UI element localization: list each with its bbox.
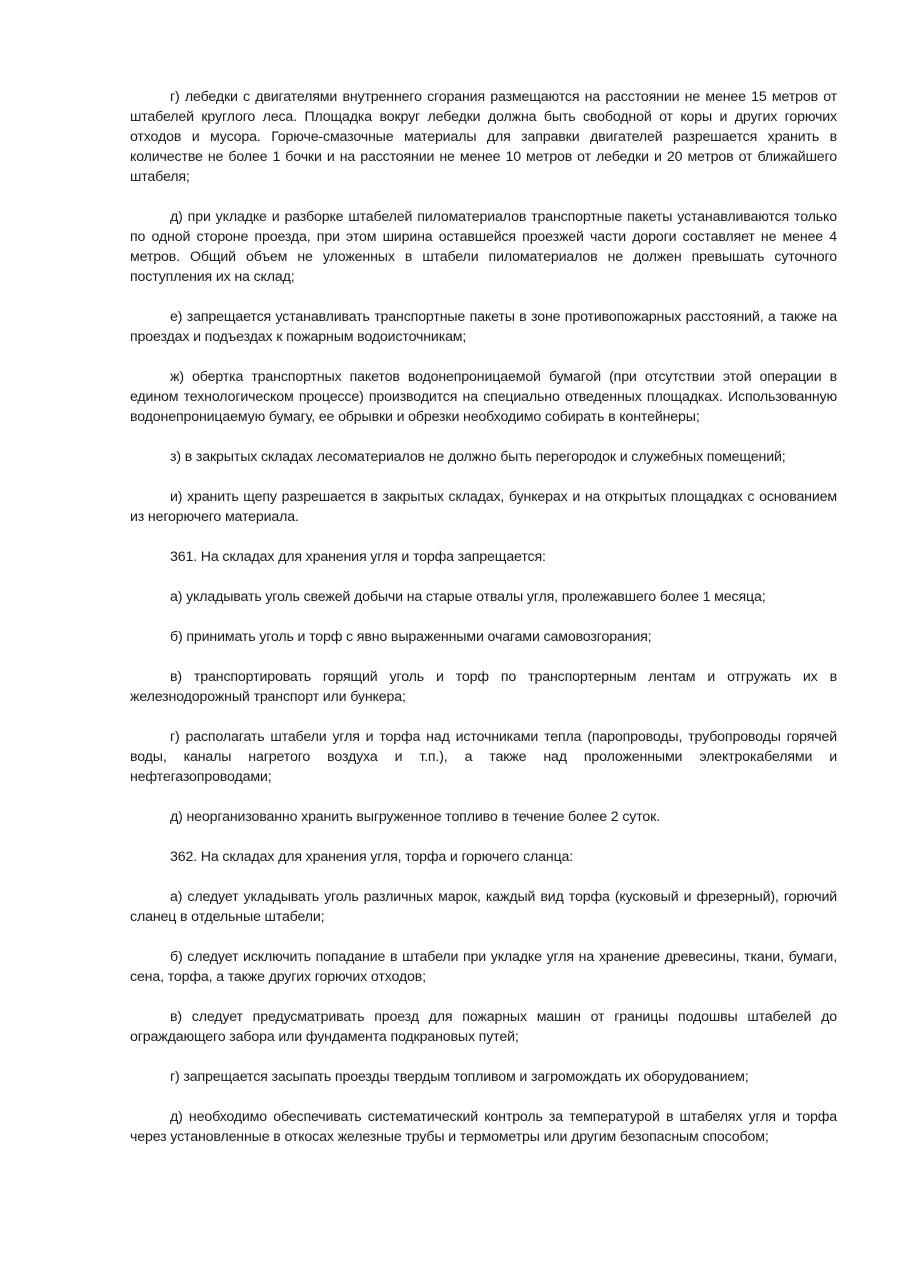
paragraph-361-g: г) располагать штабели угля и торфа над источниками тепла (паропроводы, трубопроводы горячей воды, каналы нагретого воздуха и т.п.), а также над проложенными электрокабелями и нефтегазопроводами; (130, 729, 837, 785)
paragraph-item-d-lumber-packages: д) при укладке и разборке штабелей пиломатериалов транспортные пакеты устанавливаются только по одной стороне проезда, при этом ширина оставшейся проезжей части дороги составляет не менее 4 метров. Общий объем не уложенных в штабели пиломатериалов не должен превышать суточного поступления их на склад; (130, 209, 837, 285)
document-page (130, 87, 837, 1167)
paragraph-362-v: в) следует предусматривать проезд для пожарных машин от границы подошвы штабелей до ограждающего забора или фундамента подкрановых путей; (130, 1009, 837, 1045)
section-heading-361: 361. На складах для хранения угля и торфа запрещается: (170, 549, 546, 565)
section-heading-362: 362. На складах для хранения угля, торфа и горючего сланца: (170, 849, 574, 865)
paragraph-362-d: д) необходимо обеспечивать систематический контроль за температурой в штабелях угля и торфа через установленные в откосах железные трубы и термометры или другим безопасным способом; (130, 1109, 837, 1145)
paragraph-361-d: д) неорганизованно хранить выгруженное топливо в течение более 2 суток. (170, 809, 660, 825)
paragraph-item-e-fire-distances: е) запрещается устанавливать транспортные пакеты в зоне противопожарных расстояний, а также на проездах и подъездах к пожарным водоисточникам; (130, 309, 837, 345)
paragraph-362-g: г) запрещается засыпать проезды твердым топливом и загромождать их оборудованием; (170, 1069, 749, 1085)
paragraph-item-g-winches: г) лебедки с двигателями внутреннего сгорания размещаются на расстоянии не менее 15 метров от штабелей круглого леса. Площадка вокруг лебедки должна быть свободной от коры и других горючих отходов и мусора. Горюче-смазочные материалы для заправки двигателей разрешается хранить в количестве не более 1 бочки и на расстоянии не менее 10 метров от лебедки и 20 метров от ближайшего штабеля; (130, 89, 837, 185)
paragraph-361-b: б) принимать уголь и торф с явно выраженными очагами самовозгорания; (170, 629, 652, 645)
paragraph-362-a: а) следует укладывать уголь различных марок, каждый вид торфа (кусковый и фрезерный), горючий сланец в отдельные штабели; (130, 889, 837, 925)
paragraph-item-z-closed-warehouses: з) в закрытых складах лесоматериалов не должно быть перегородок и служебных помещений; (170, 449, 786, 465)
paragraph-item-i-wood-chips: и) хранить щепу разрешается в закрытых складах, бункерах и на открытых площадках с основанием из негорючего материала. (130, 489, 837, 525)
paragraph-item-zh-waterproof-paper: ж) обертка транспортных пакетов водонепроницаемой бумагой (при отсутствии этой операции в едином технологическом процессе) производится на специально отведенных площадках. Использованную водонепроницаемую бумагу, ее обрывки и обрезки необходимо собирать в контейнеры; (130, 369, 837, 425)
paragraph-361-a: а) укладывать уголь свежей добычи на старые отвалы угля, пролежавшего более 1 месяца; (170, 589, 766, 605)
paragraph-361-v: в) транспортировать горящий уголь и торф по транспортерным лентам и отгружать их в железнодорожный транспорт или бункера; (130, 669, 837, 705)
paragraph-362-b: б) следует исключить попадание в штабели при укладке угля на хранение древесины, ткани, бумаги, сена, торфа, а также других горючих отходов; (130, 949, 837, 985)
